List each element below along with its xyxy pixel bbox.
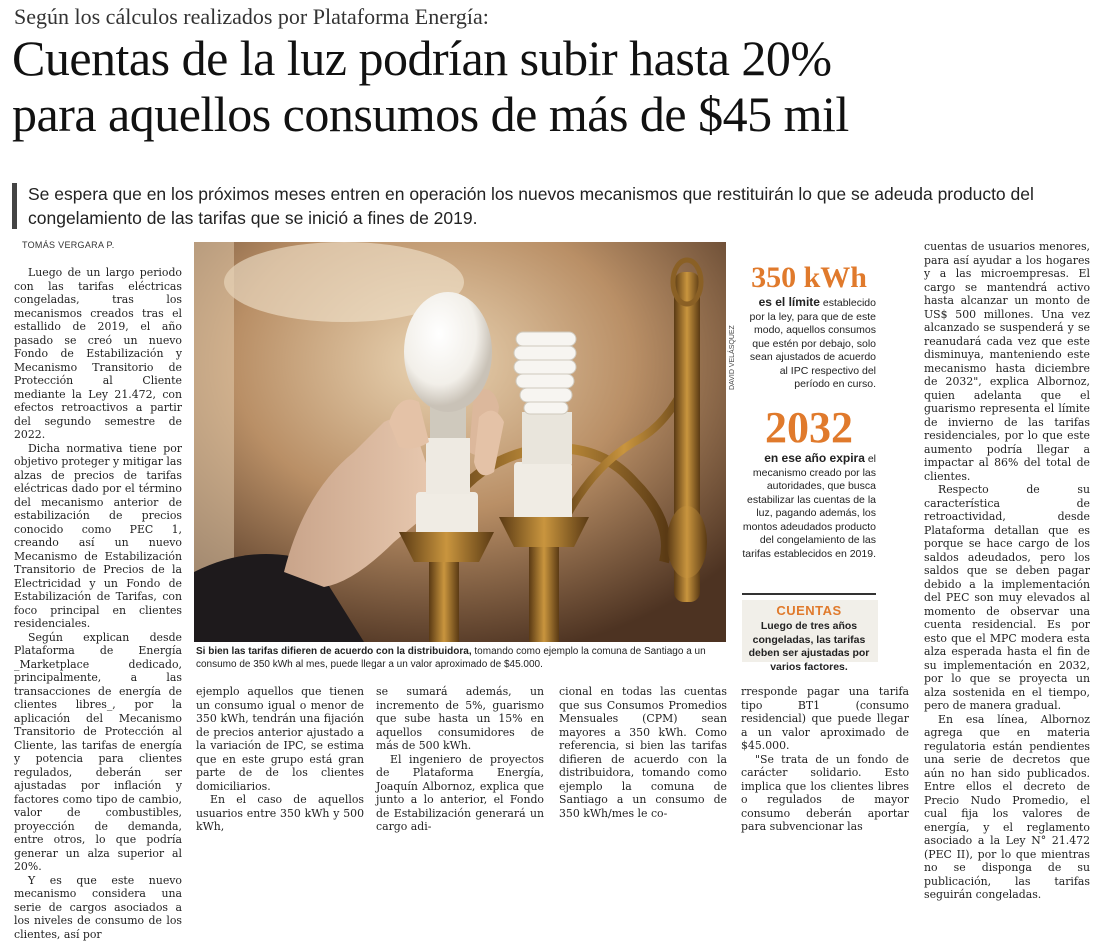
stat-2032-block [742,406,876,561]
headline [12,30,1092,142]
cuentas-text: Luego de tres años congeladas, las tarifas deben ser ajustadas por varios factores. [742,620,876,674]
paragraph: ejemplo aquellos que tienen un consumo igual o menor de 350 kWh, tendrán una fijación de precios anterior ajustado a la variación de IPC, se estima que en este grupo está gran parte de de los clientes domiciliarios. [196,685,364,793]
kicker: Según los cálculos realizados por Plataforma Energía: [14,4,489,30]
paragraph: se sumará además, un incremento de 5%, guarismo que sube hasta un 15% en aquellos consumidores de más de 500 kWh. [376,685,544,753]
paragraph: Luego de un largo periodo con las tarifas eléctricas congeladas, tras los mecanismos creados tras el estallido de 2019, el año pasado se creó un nuevo Fondo de Estabilización y Mecanismo Transitorio de Protección al Cliente mediante la Ley 21.472, con efectos retroactivos a partir del segundo semestre de 2022. [14,266,182,442]
paragraph: "Se trata de un fondo de carácter solidario. Esto implica que los clientes libres o regulados de mayor consumo deberán aportar para subvencionar las [741,753,909,834]
stat-350-value: 350 kWh [742,262,876,294]
paragraph: Y es que este nuevo mecanismo considera una serie de cargos asociados a los niveles de consumo de los clientes, así por [14,874,182,941]
paragraph: Dicha normativa tiene por objetivo proteger y mitigar las alzas de precios de tarifas eléctricas dado por el término del mecanismo anterior de estabilización de precios conocido como PEC 1, creando así un nuevo Mecanismo de Estabilización Transitorio de Precios de la Electricidad y un Fondo de Estabilización de Tarifas, con foco principal en clientes residenciales. [14,442,182,631]
paragraph: En esa línea, Albornoz agrega que en materia regulatoria están pendientes una serie de decretos que aún no han sido publicados. Entre ellos el decreto de Precio Nudo Promedio, el cual fija los valores de energía, y el reglamento asociado a la Ley N° 21.472 (PEC II), por lo que mientras no se disponga de su publicación, las tarifas seguirán congeladas. [924,713,1090,902]
deck: Se espera que en los próximos meses entren en operación los nuevos mecanismos que restituirán lo que se adeuda producto del congelamiento de las tarifas que se inició a fines de 2019. [28,182,1088,230]
paragraph: cional en todas las cuentas que sus Consumos Promedios Mensuales (CPM) sean mayores a 350 kWh. Como referencia, si bien las tarifas difieren de acuerdo con la distribuidora, tomando como ejemplo la comuna de Santiago a un consumo de 350 kWh/mes le co- [559,685,727,820]
paragraph: rresponde pagar una tarifa tipo BT1 (consumo residencial) que puede llegar a un valor aproximado de $45.000. [741,685,909,753]
headline-line-2: para aquellos consumos de más de $45 mil [12,86,1092,142]
stat-2032-text [742,452,876,561]
article-column-1 [14,266,182,941]
stat-2032-value: 2032 [742,406,876,450]
article-column-6 [924,240,1090,902]
paragraph: Según explican desde Plataforma de Energía _Marketplace dedicado, principalmente, a las transacciones de energía de clientes libres_, por la aplicación del Mecanismo Transitorio de Protección al Cliente, las tarifas de energía y potencia para clientes regulados, deberán ser ajustadas por inflación y factores como tipo de cambio, valor de combustibles, proyección de demanda, entre otros, lo que podría generar un alza superior al 20%. [14,631,182,874]
article-column-4 [559,685,727,820]
deck-rule [12,183,17,229]
headline-line-1: Cuentas de la luz podrían subir hasta 20% [12,30,1092,86]
paragraph: Respecto de su característica de retroactividad, desde Plataforma detallan que es porque se hace cargo de los saldos adeudados, pero los saldos que se deben pagar debido a la implementación del PEC son muy elevados al momento de observar una cuenta residencial. Es por esto que el MPC modera esta alza esperada hasta el fin de su implementación en 2032, por lo que se proyecta un alza sostenida en el tiempo, pero de manera gradual. [924,483,1090,713]
cuentas-title: CUENTAS [742,603,876,618]
article-column-2 [196,685,364,834]
stat-2032-bold: en ese año expira [764,451,865,465]
caption-text: tomando como ejemplo la comuna de Santiago a un consumo de 350 kWh al mes, puede llegar a un valor aproximado de $45.000. [196,646,706,670]
paragraph: En el caso de aquellos usuarios entre 350 kWh y 500 kWh, [196,793,364,834]
paragraph: El ingeniero de proyectos de Plataforma Energía, Joaquín Albornoz, explica que junto a lo anterior, el Fondo de Estabilización generará un cargo adi- [376,753,544,834]
photo-credit: DAVID VELÁSQUEZ [729,325,736,390]
stat-2032-body: el mecanismo creado por las autoridades, que busca estabilizar las cuentas de la luz, pagando además, los montos adeudados producto del congelamiento de las tarifas establecidos en 2019. [742,453,876,560]
stat-350-bold: es el límite [759,295,820,309]
stat-350-body: establecido por la ley, para que de este modo, aquellos consumos que estén por debajo, solo sean ajustados de acuerdo al IPC respectivo del período en curso. [750,297,876,390]
article-column-3 [376,685,544,834]
cuentas-rule [742,593,876,595]
caption-bold: Si bien las tarifas difieren de acuerdo con la distribuidora, [196,646,472,657]
photo-caption [196,645,726,671]
photo-illustration [194,242,726,642]
byline: TOMÁS VERGARA P. [22,240,115,250]
stat-350-text [742,296,876,392]
article-column-5 [741,685,909,834]
lightbulb-photo [194,242,726,642]
paragraph: cuentas de usuarios menores, para así ayudar a los hogares y a las microempresas. El cargo se mantendrá activo hasta alcanzar un monto de US$ 500 millones. Una vez alcanzado se suspenderá y se reanudará cada vez que este disminuya, manteniendo este mecanismo hasta diciembre de 2032", explica Albornoz, quien adelanta que el guarismo representa el límite de invierno de las tarifas residenciales, por lo que este aumento podría llegar a impactar al 86% del total de clientes. [924,240,1090,483]
stat-350-block [742,262,876,392]
